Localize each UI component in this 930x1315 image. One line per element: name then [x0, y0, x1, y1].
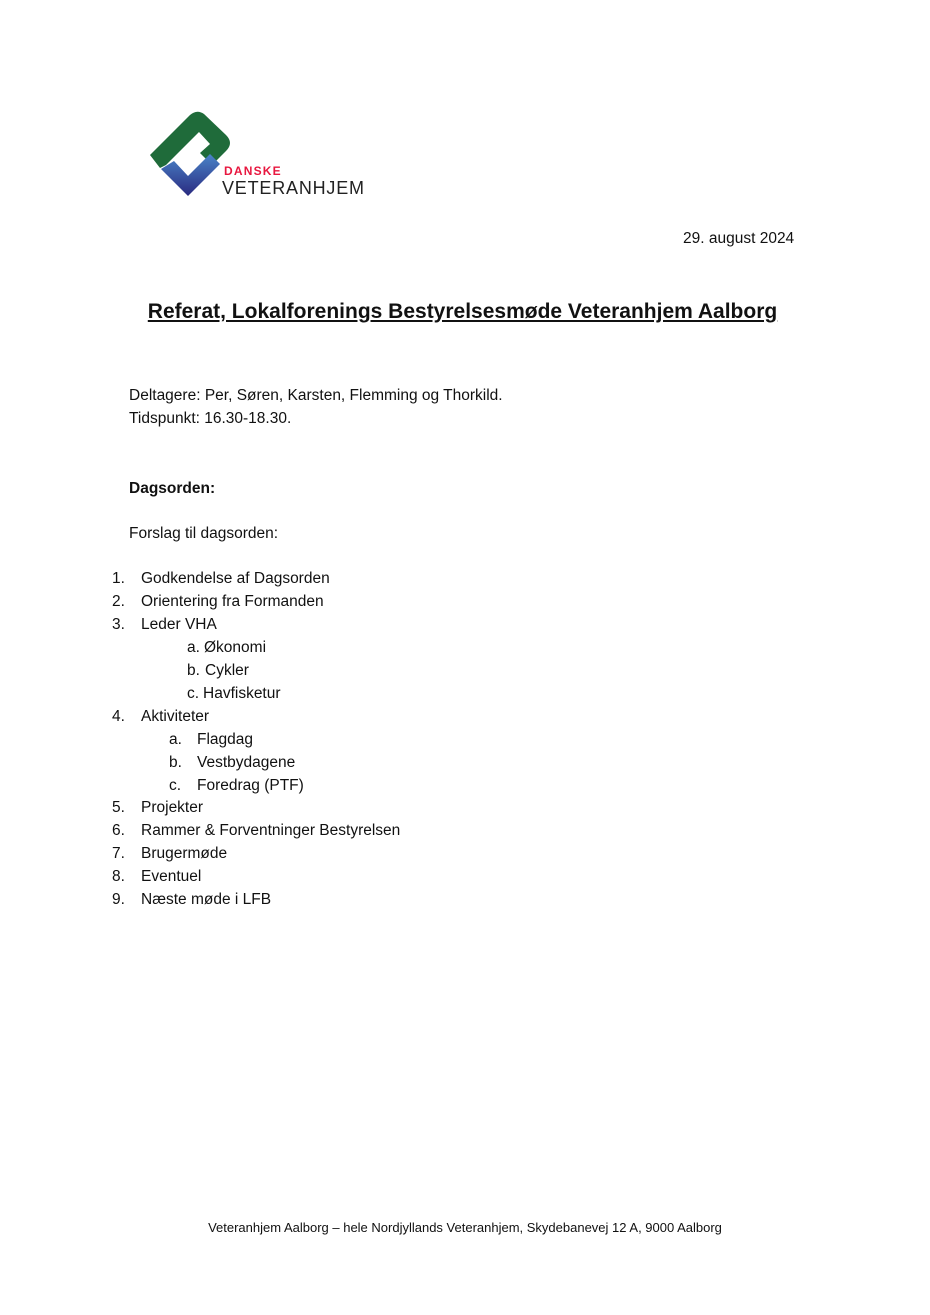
item-letter: a. [169, 731, 182, 748]
agenda-intro: Forslag til dagsorden: [129, 525, 279, 542]
item-text: Brugermøde [141, 845, 228, 862]
logo-text-veteranhjem: VETERANHJEM [222, 178, 365, 198]
footer: Veteranhjem Aalborg – hele Nordjyllands Veteranhjem, Skydebanevej 12 A, 9000 Aalborg [208, 1220, 722, 1235]
item-text: Vestbydagene [197, 754, 296, 771]
item-text: Eventuel [141, 868, 202, 885]
item-letter: c. [169, 777, 182, 794]
item-number: 5. [112, 799, 125, 816]
item-text: Foredrag (PTF) [197, 777, 304, 794]
item-text: Næste møde i LFB [141, 891, 272, 908]
item-text: Leder VHA [141, 616, 217, 633]
item-number: 6. [112, 822, 125, 839]
item-text: Økonomi [204, 639, 267, 656]
agenda-heading: Dagsorden: [129, 480, 216, 497]
item-number: 8. [112, 868, 125, 885]
document-title: Referat, Lokalforenings Bestyrelsesmøde Veteranhjem Aalborg [147, 300, 778, 323]
item-text: Aktiviteter [141, 708, 210, 725]
item-number: 2. [112, 593, 125, 610]
item-text: Projekter [141, 799, 204, 816]
item-text: Flagdag [197, 731, 254, 748]
participants: Deltagere: Per, Søren, Karsten, Flemming og Thorkild. [129, 387, 503, 404]
item-number: 9. [112, 891, 125, 908]
item-text: Havfisketur [203, 685, 281, 702]
item-letter: b. [169, 754, 182, 771]
item-text: Godkendelse af Dagsorden [141, 570, 330, 587]
item-number: 1. [112, 570, 125, 587]
item-text: Orientering fra Formanden [141, 593, 324, 610]
item-text: Rammer & Forventninger Bestyrelsen [141, 822, 401, 839]
item-number: 7. [112, 845, 125, 862]
item-letter: b. [187, 662, 200, 679]
item-number: 4. [112, 708, 125, 725]
meeting-time: Tidspunkt: 16.30-18.30. [129, 410, 292, 427]
item-letter: a. [187, 639, 200, 656]
item-number: 3. [112, 616, 125, 633]
item-letter: c. [187, 685, 200, 702]
document-date: 29. august 2024 [683, 230, 795, 247]
logo-text-danske: DANSKE [224, 164, 282, 178]
item-text: Cykler [205, 662, 249, 679]
